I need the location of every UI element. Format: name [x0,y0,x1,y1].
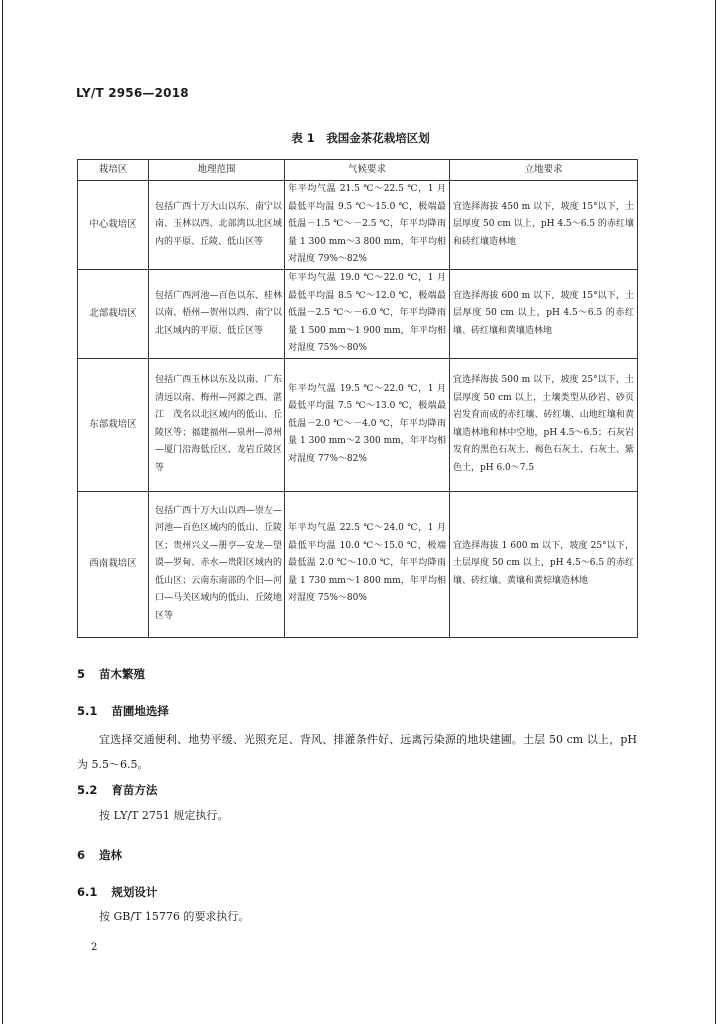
site-requirement: 宜选择海拔 450 m 以下，坡度 15°以下，土层厚度 50 cm 以上，pH 4.5～6.5 的赤红壤和砖红壤造林地 [450,181,638,270]
table-row [78,358,638,491]
document-id: LY/T 2956—2018 [76,86,189,100]
section-6-1-heading [77,884,157,900]
geographic-range: 包括广西玉林以东及以南、广东清远以南、梅州—河源之西、湛江 茂名以北区域内的低山、丘陵区等；福建福州—泉州—漳州—厦门沿海低丘区、龙岩丘陵区等 [149,358,285,491]
table-header-row [78,160,638,181]
climate-requirement: 年平均气温 22.5 ℃～24.0 ℃，1 月最低平均温 10.0 ℃～15.0 ℃，极端最低温 2.0 ℃～10.0 ℃，年平均降雨量 1 730 mm～1 800 mm，年平均相对湿度 75%～80% [285,491,450,637]
climate-requirement: 年平均气温 19.0 ℃～22.0 ℃，1 月最低平均温 8.5 ℃～12.0 ℃，极端最低温－2.5 ℃～－6.0 ℃，年平均降雨量 1 500 mm～1 900 mm，年平均相对湿度 75%～80% [285,270,450,359]
section-title: 苗圃地选择 [111,704,169,718]
column-header: 栽培区 [78,160,149,181]
table-row [78,491,638,637]
table-title: 表 1 我国金茶花栽培区划 [291,131,430,145]
section-title: 育苗方法 [111,783,158,797]
geographic-range: 包括广西十万大山以东、南宁以南、玉林以西、北部湾以北区域内的平原、丘陵、低山区等 [149,181,285,270]
section-5-2-text: 按 LY/T 2751 规定执行。 [99,809,229,822]
geographic-range: 包括广西十万大山以西—崇左—河池—百色区域内的低山、丘陵区；贵州兴义—册亨—安龙—望谟—罗甸、赤水—贵阳区域内的低山区；云南东南部的个旧—河口—马关区域内的低山、丘陵地区等 [149,491,285,637]
geographic-range: 包括广西河池—百色以东、桂林以南、梧州—贺州以西、南宁以北区域内的平原、低丘区等 [149,270,285,359]
climate-requirement: 年平均气温 21.5 ℃～22.5 ℃，1 月最低平均温 9.5 ℃～15.0 ℃，极端最低温－1.5 ℃～－2.5 ℃，年平均降雨量 1 300 mm～3 800 mm，年平均相对湿度 79%～82% [285,181,450,270]
section-5-1-text: 宜选择交通便利、地势平缓、光照充足、背风、排灌条件好、远离污染源的地块建圃。土层 50 cm 以上，pH 为 5.5～6.5。 [77,733,637,771]
column-header: 立地要求 [450,160,638,181]
section-5-heading [77,666,145,682]
section-6-1-text: 按 GB/T 15776 的要求执行。 [99,910,250,923]
section-number: 5.2 [77,783,98,797]
scan-edge-right [715,0,716,1024]
site-requirement: 宜选择海拔 1 600 m 以下，坡度 25°以下，土层厚度 50 cm 以上，pH 4.5～6.5 的赤红壤、砖红壤、黄壤和黄棕壤造林地 [450,491,638,637]
section-5-2-heading [77,782,157,798]
section-title: 规划设计 [111,885,158,899]
section-number: 5.1 [77,704,98,718]
section-title: 造林 [99,848,123,862]
column-header: 地理范围 [149,160,285,181]
zone-name: 北部栽培区 [78,270,149,359]
site-requirement: 宜选择海拔 500 m 以下，坡度 25°以下，土层厚度 50 cm 以上，土壤类型从砂岩、砂页岩发育而成的赤红壤、砖红壤、山地红壤和黄壤造林地和林中空地，pH 4.5～6.5；石灰岩发育的黑色石灰土、褐色石灰土、石灰土、紫色土，pH 6.0～7.5 [450,358,638,491]
climate-requirement: 年平均气温 19.5 ℃～22.0 ℃，1 月最低平均温 7.5 ℃～13.0 ℃，极端最低温－2.0 ℃～－4.0 ℃，年平均降雨量 1 300 mm～2 300 mm，年平均相对湿度 77%～82% [285,358,450,491]
section-number: 5 [77,667,86,681]
table-row [78,181,638,270]
section-6-heading [77,847,122,863]
section-5-1-heading [77,703,169,719]
column-header: 气候要求 [285,160,450,181]
zone-name: 中心栽培区 [78,181,149,270]
zone-name: 西南栽培区 [78,491,149,637]
cultivation-zone-table [77,159,638,638]
page-number: 2 [91,942,98,953]
table-row [78,270,638,359]
section-number: 6 [77,848,86,862]
section-title: 苗木繁殖 [99,667,146,681]
section-number: 6.1 [77,885,98,899]
scan-edge-left [2,0,3,1024]
zone-name: 东部栽培区 [78,358,149,491]
site-requirement: 宜选择海拔 600 m 以下，坡度 15°以下，土层厚度 50 cm 以上，pH 4.5～6.5 的赤红壤、砖红壤和黄壤造林地 [450,270,638,359]
